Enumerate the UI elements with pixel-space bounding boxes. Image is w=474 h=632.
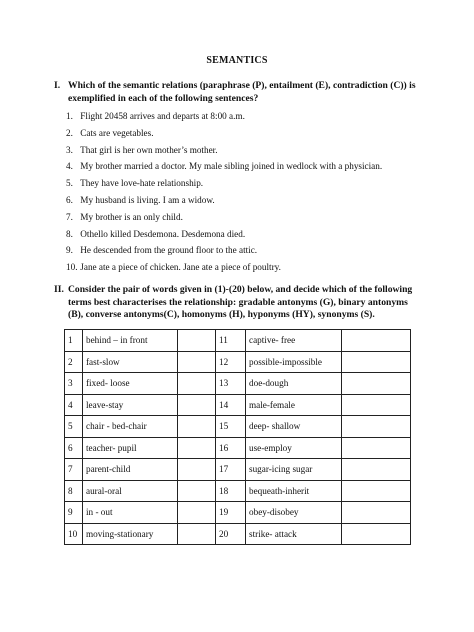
item-number: 1. [66,111,73,121]
cell-word-pair: aural-oral [83,480,178,502]
table-row [65,373,411,395]
table-row [65,394,411,416]
cell-word-pair: moving-stationary [83,523,178,545]
section-1-number: I. [54,80,61,91]
cell-word-pair: possible-impossible [246,351,342,373]
cell-number: 13 [216,373,246,395]
cell-number: 7 [65,459,83,481]
item-text: My brother is an only child. [80,211,183,222]
cell-word-pair: deep- shallow [246,416,342,438]
cell-answer[interactable] [342,330,411,352]
cell-number: 12 [216,351,246,373]
item-number: 8. [66,228,73,239]
section-2-instruction: Consider the pair of words given in (1)-(20) below, and decide which of the following terms best characterises the relationship: gradable antonyms (G), binary antonyms (B), converse antonyms(C), homonyms (H), hyponyms (HY), synonyms (S). [68,284,413,320]
cell-answer[interactable] [178,351,216,373]
table-row [65,330,411,352]
cell-word-pair: leave-stay [83,394,178,416]
cell-answer[interactable] [178,480,216,502]
item-number: 6. [66,194,73,205]
cell-word-pair: use-employ [246,437,342,459]
cell-answer[interactable] [342,459,411,481]
table-row [65,416,411,438]
cell-answer[interactable] [342,502,411,524]
cell-answer[interactable] [178,373,216,395]
cell-number: 1 [65,330,83,352]
cell-answer[interactable] [342,394,411,416]
section-2-number: II. [54,284,64,295]
cell-answer[interactable] [342,373,411,395]
cell-number: 17 [216,459,246,481]
cell-word-pair: behind – in front [83,330,178,352]
cell-word-pair: strike- attack [246,523,342,545]
sentence-list [66,110,426,278]
cell-answer[interactable] [178,523,216,545]
item-text: Cats are vegetables. [80,127,154,138]
cell-word-pair: doe-dough [246,373,342,395]
cell-number: 5 [65,416,83,438]
cell-word-pair: in - out [83,502,178,524]
item-number: 3. [66,144,73,155]
cell-answer[interactable] [178,459,216,481]
page-title: SEMANTICS [206,55,268,66]
item-number: 9. [66,245,73,256]
item-number: 10. [66,262,78,273]
table-row [65,351,411,373]
cell-answer[interactable] [342,351,411,373]
cell-word-pair: parent-child [83,459,178,481]
cell-word-pair: obey-disobey [246,502,342,524]
item-text: Jane ate a piece of chicken. Jane ate a piece of poultry. [80,262,281,273]
cell-number: 3 [65,373,83,395]
cell-word-pair: sugar-icing sugar [246,459,342,481]
item-text: Flight 20458 arrives and departs at 8:00 a.m. [80,111,245,121]
section-1-instruction: Which of the semantic relations (paraphrase (P), entailment (E), contradiction (C)) is exemplified in each of the following sentences? [68,80,416,104]
cell-word-pair: captive- free [246,330,342,352]
cell-answer[interactable] [342,480,411,502]
cell-answer[interactable] [342,416,411,438]
list-item [66,110,426,127]
cell-number: 6 [65,437,83,459]
cell-number: 18 [216,480,246,502]
word-pairs-table [64,329,411,545]
cell-number: 4 [65,394,83,416]
item-text: They have love-hate relationship. [80,178,204,189]
section-2-heading [54,284,424,322]
cell-answer[interactable] [178,437,216,459]
item-number: 4. [66,161,73,172]
cell-number: 9 [65,502,83,524]
cell-answer[interactable] [178,502,216,524]
cell-answer[interactable] [342,437,411,459]
item-text: My brother married a doctor. My male sibling joined in wedlock with a physician. [80,161,383,172]
cell-word-pair: teacher- pupil [83,437,178,459]
list-item [66,228,426,245]
item-text: That girl is her own mother’s mother. [80,144,218,155]
list-item [66,194,426,211]
cell-number: 16 [216,437,246,459]
list-item [66,211,426,228]
table-row [65,502,411,524]
item-number: 2. [66,127,73,138]
item-text: He descended from the ground floor to the attic. [80,245,258,256]
cell-word-pair: fixed- loose [83,373,178,395]
table-row [65,480,411,502]
list-item [66,127,426,144]
cell-number: 10 [65,523,83,545]
cell-word-pair: bequeath-inherit [246,480,342,502]
cell-number: 19 [216,502,246,524]
cell-number: 8 [65,480,83,502]
cell-word-pair: chair - bed-chair [83,416,178,438]
cell-word-pair: fast-slow [83,351,178,373]
cell-number: 15 [216,416,246,438]
list-item [66,261,426,278]
cell-answer[interactable] [178,330,216,352]
cell-number: 2 [65,351,83,373]
table-row [65,459,411,481]
cell-number: 11 [216,330,246,352]
item-text: Othello killed Desdemona. Desdemona died. [80,228,246,239]
list-item [66,144,426,161]
cell-answer[interactable] [342,523,411,545]
cell-number: 20 [216,523,246,545]
table-row [65,523,411,545]
list-item [66,244,426,261]
cell-number: 14 [216,394,246,416]
item-number: 5. [66,178,73,189]
cell-answer[interactable] [178,416,216,438]
list-item [66,177,426,194]
section-1-heading [54,80,424,105]
list-item [66,160,426,177]
item-text: My husband is living. I am a widow. [80,194,215,205]
table-row [65,437,411,459]
cell-answer[interactable] [178,394,216,416]
item-number: 7. [66,211,73,222]
cell-word-pair: male-female [246,394,342,416]
